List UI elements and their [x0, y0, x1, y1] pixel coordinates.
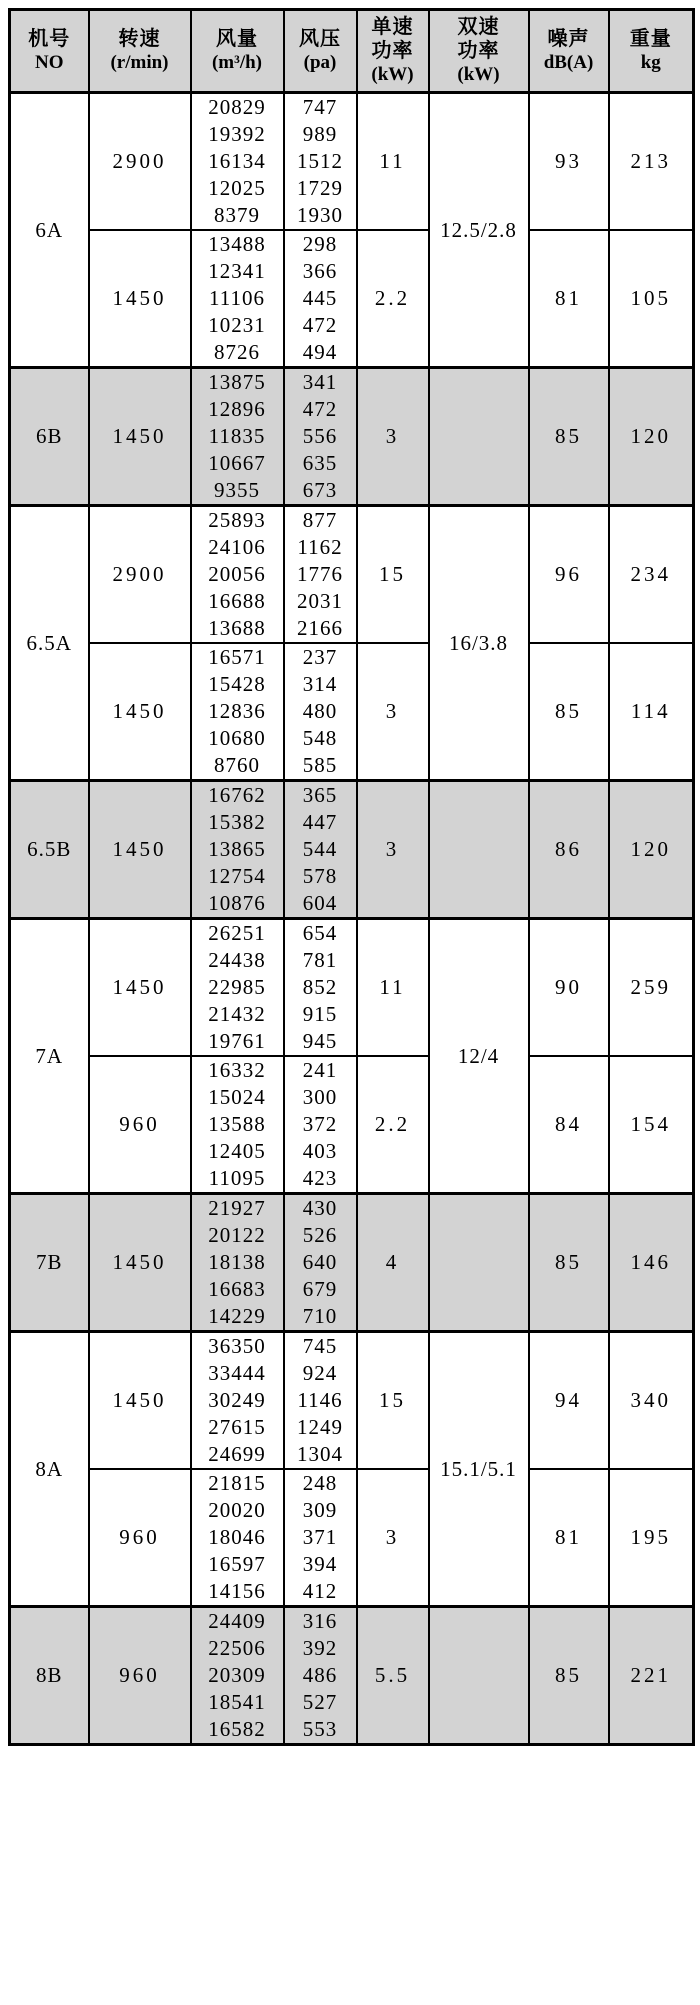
airflow-value: 16683 — [208, 1277, 266, 1301]
airflow-value: 8760 — [214, 753, 260, 777]
airflow-value: 16688 — [208, 589, 266, 613]
airflow-value: 24409 — [208, 1609, 266, 1633]
pressure-value: 371 — [302, 1525, 338, 1549]
spec-row-6.5A-1450 — [10, 643, 694, 781]
airflow-value: 22506 — [208, 1636, 266, 1660]
airflow-value: 33444 — [208, 1361, 266, 1385]
cell-airflow — [191, 1469, 284, 1607]
cell-airflow — [191, 781, 284, 919]
pressure-value: 372 — [302, 1112, 338, 1136]
cell-dual-power: 15.1/5.1 — [429, 1332, 529, 1607]
cell-weight: 146 — [609, 1194, 694, 1332]
pressure-value: 365 — [302, 783, 338, 807]
pressure-value: 945 — [302, 1029, 338, 1053]
cell-weight: 259 — [609, 919, 694, 1057]
spec-row-7A-960 — [10, 1056, 694, 1194]
pressure-value: 989 — [302, 122, 338, 146]
col-header-single-power-line: 功率 — [371, 40, 414, 62]
cell-model-no: 6.5A — [10, 506, 89, 781]
pressure-value: 877 — [302, 508, 338, 532]
pressure-value: 548 — [302, 726, 338, 750]
cell-speed: 1450 — [89, 230, 191, 368]
pressure-value: 1512 — [297, 149, 343, 173]
airflow-value: 16332 — [208, 1058, 266, 1082]
spec-row-8B-960 — [10, 1607, 694, 1745]
airflow-value: 13875 — [208, 370, 266, 394]
cell-pressure — [284, 1056, 357, 1194]
spec-row-7B-1450 — [10, 1194, 694, 1332]
col-header-model-no — [10, 10, 89, 93]
pressure-value: 578 — [302, 864, 338, 888]
pressure-value: 392 — [302, 1636, 338, 1660]
cell-noise: 86 — [529, 781, 609, 919]
cell-weight: 213 — [609, 93, 694, 231]
cell-dual-power — [429, 1194, 529, 1332]
cell-dual-power — [429, 781, 529, 919]
pressure-value: 1930 — [297, 203, 343, 227]
col-header-single-power-line: (kW) — [371, 64, 414, 85]
airflow-value: 13488 — [208, 232, 266, 256]
cell-model-no: 6.5B — [10, 781, 89, 919]
airflow-value: 16762 — [208, 783, 266, 807]
airflow-value: 14229 — [208, 1304, 266, 1328]
pressure-value: 2031 — [297, 589, 343, 613]
cell-airflow — [191, 1194, 284, 1332]
cell-single-power: 2.2 — [357, 1056, 429, 1194]
spec-row-8A-960 — [10, 1469, 694, 1607]
fan-spec-table — [8, 8, 695, 1746]
airflow-value: 36350 — [208, 1334, 266, 1358]
airflow-value: 15428 — [208, 672, 266, 696]
cell-airflow — [191, 643, 284, 781]
airflow-value: 16571 — [208, 645, 266, 669]
airflow-value: 16597 — [208, 1552, 266, 1576]
pressure-value: 526 — [302, 1223, 338, 1247]
pressure-value: 341 — [302, 370, 338, 394]
cell-weight: 120 — [609, 368, 694, 506]
cell-dual-power: 16/3.8 — [429, 506, 529, 781]
cell-pressure — [284, 1332, 357, 1470]
airflow-value: 10231 — [208, 313, 266, 337]
col-header-weight — [609, 10, 694, 93]
cell-single-power: 3 — [357, 643, 429, 781]
spec-row-7A-1450 — [10, 919, 694, 1057]
cell-dual-power: 12/4 — [429, 919, 529, 1194]
pressure-value: 635 — [302, 451, 338, 475]
airflow-value: 10680 — [208, 726, 266, 750]
col-header-noise-line: 噪声 — [547, 28, 590, 50]
pressure-value: 237 — [302, 645, 338, 669]
airflow-value: 20122 — [208, 1223, 266, 1247]
table-body — [10, 93, 694, 1745]
col-header-model-no-line: NO — [35, 52, 64, 73]
airflow-value: 13588 — [208, 1112, 266, 1136]
pressure-value: 394 — [302, 1552, 338, 1576]
pressure-value: 423 — [302, 1166, 338, 1190]
airflow-value: 25893 — [208, 508, 266, 532]
cell-noise: 81 — [529, 230, 609, 368]
pressure-value: 852 — [302, 975, 338, 999]
pressure-value: 1146 — [297, 1388, 343, 1412]
pressure-value: 494 — [302, 340, 338, 364]
pressure-value: 298 — [302, 232, 338, 256]
cell-noise: 85 — [529, 643, 609, 781]
pressure-value: 915 — [302, 1002, 338, 1026]
airflow-value: 26251 — [208, 921, 266, 945]
airflow-value: 11106 — [209, 286, 265, 310]
airflow-value: 21815 — [208, 1471, 266, 1495]
airflow-value: 13688 — [208, 616, 266, 640]
cell-noise: 90 — [529, 919, 609, 1057]
airflow-value: 21927 — [208, 1196, 266, 1220]
airflow-value: 27615 — [208, 1415, 266, 1439]
col-header-dual-power — [429, 10, 529, 93]
col-header-single-power-line: 单速 — [371, 16, 414, 38]
col-header-model-no-line: 机号 — [28, 28, 71, 50]
table-header — [10, 10, 694, 93]
airflow-value: 19392 — [208, 122, 266, 146]
cell-speed: 960 — [89, 1056, 191, 1194]
pressure-value: 544 — [302, 837, 338, 861]
spec-row-6A-2900 — [10, 93, 694, 231]
col-header-dual-power-line: 功率 — [457, 40, 500, 62]
pressure-value: 1162 — [297, 535, 343, 559]
airflow-value: 16134 — [208, 149, 266, 173]
cell-speed: 1450 — [89, 368, 191, 506]
header-row — [10, 10, 694, 93]
cell-noise: 94 — [529, 1332, 609, 1470]
cell-noise: 85 — [529, 1607, 609, 1745]
cell-single-power: 3 — [357, 368, 429, 506]
cell-airflow — [191, 93, 284, 231]
airflow-value: 12896 — [208, 397, 266, 421]
airflow-value: 24438 — [208, 948, 266, 972]
pressure-value: 553 — [302, 1717, 338, 1741]
pressure-value: 640 — [302, 1250, 338, 1274]
cell-weight: 120 — [609, 781, 694, 919]
pressure-value: 300 — [302, 1085, 338, 1109]
spec-row-6.5B-1450 — [10, 781, 694, 919]
pressure-value: 679 — [302, 1277, 338, 1301]
col-header-speed — [89, 10, 191, 93]
airflow-value: 8726 — [214, 340, 260, 364]
airflow-value: 13865 — [208, 837, 266, 861]
cell-speed: 1450 — [89, 643, 191, 781]
cell-noise: 84 — [529, 1056, 609, 1194]
pressure-value: 430 — [302, 1196, 338, 1220]
cell-airflow — [191, 919, 284, 1057]
cell-model-no: 7A — [10, 919, 89, 1194]
cell-airflow — [191, 1607, 284, 1745]
cell-single-power: 15 — [357, 506, 429, 644]
cell-airflow — [191, 506, 284, 644]
pressure-value: 472 — [302, 313, 338, 337]
cell-weight: 195 — [609, 1469, 694, 1607]
col-header-noise — [529, 10, 609, 93]
spec-row-8A-1450 — [10, 1332, 694, 1470]
pressure-value: 924 — [302, 1361, 338, 1385]
cell-noise: 93 — [529, 93, 609, 231]
airflow-value: 18046 — [208, 1525, 266, 1549]
pressure-value: 673 — [302, 478, 338, 502]
cell-model-no: 6A — [10, 93, 89, 368]
pressure-value: 316 — [302, 1609, 338, 1633]
cell-weight: 234 — [609, 506, 694, 644]
cell-single-power: 3 — [357, 781, 429, 919]
cell-speed: 960 — [89, 1607, 191, 1745]
cell-weight: 105 — [609, 230, 694, 368]
cell-pressure — [284, 1607, 357, 1745]
airflow-value: 12025 — [208, 176, 266, 200]
airflow-value: 12341 — [208, 259, 266, 283]
cell-model-no: 6B — [10, 368, 89, 506]
cell-weight: 114 — [609, 643, 694, 781]
cell-airflow — [191, 1056, 284, 1194]
col-header-noise-line: dB(A) — [543, 52, 594, 73]
airflow-value: 24699 — [208, 1442, 266, 1466]
airflow-value: 12836 — [208, 699, 266, 723]
col-header-pressure-line: 风压 — [299, 28, 341, 50]
airflow-value: 12754 — [208, 864, 266, 888]
cell-dual-power: 12.5/2.8 — [429, 93, 529, 368]
cell-model-no: 7B — [10, 1194, 89, 1332]
cell-speed: 2900 — [89, 506, 191, 644]
pressure-value: 745 — [302, 1334, 338, 1358]
airflow-value: 10667 — [208, 451, 266, 475]
spec-row-6.5A-2900 — [10, 506, 694, 644]
cell-speed: 1450 — [89, 1332, 191, 1470]
pressure-value: 781 — [302, 948, 338, 972]
pressure-value: 403 — [302, 1139, 338, 1163]
col-header-airflow-line: (m³/h) — [211, 52, 263, 73]
cell-noise: 85 — [529, 368, 609, 506]
pressure-value: 585 — [302, 753, 338, 777]
col-header-pressure — [284, 10, 357, 93]
cell-noise: 81 — [529, 1469, 609, 1607]
pressure-value: 248 — [302, 1471, 338, 1495]
airflow-value: 11095 — [208, 1166, 266, 1190]
airflow-value: 21432 — [208, 1002, 266, 1026]
cell-pressure — [284, 781, 357, 919]
pressure-value: 309 — [302, 1498, 338, 1522]
cell-single-power: 15 — [357, 1332, 429, 1470]
pressure-value: 241 — [302, 1058, 338, 1082]
col-header-single-power — [357, 10, 429, 93]
airflow-value: 12405 — [208, 1139, 266, 1163]
spec-row-6B-1450 — [10, 368, 694, 506]
spec-row-6A-1450 — [10, 230, 694, 368]
col-header-weight-line: 重量 — [629, 28, 672, 50]
cell-noise: 85 — [529, 1194, 609, 1332]
airflow-value: 20056 — [208, 562, 266, 586]
cell-airflow — [191, 230, 284, 368]
airflow-value: 22985 — [208, 975, 266, 999]
cell-pressure — [284, 230, 357, 368]
cell-single-power: 5.5 — [357, 1607, 429, 1745]
pressure-value: 472 — [302, 397, 338, 421]
pressure-value: 654 — [302, 921, 338, 945]
airflow-value: 20309 — [208, 1663, 266, 1687]
airflow-value: 14156 — [208, 1579, 266, 1603]
cell-single-power: 2.2 — [357, 230, 429, 368]
pressure-value: 710 — [302, 1304, 338, 1328]
airflow-value: 15024 — [208, 1085, 266, 1109]
airflow-value: 20829 — [208, 95, 266, 119]
cell-airflow — [191, 1332, 284, 1470]
col-header-dual-power-line: (kW) — [457, 64, 500, 85]
pressure-value: 747 — [302, 95, 338, 119]
airflow-value: 30249 — [208, 1388, 266, 1412]
col-header-airflow-line: 风量 — [216, 28, 258, 50]
cell-pressure — [284, 643, 357, 781]
cell-weight: 221 — [609, 1607, 694, 1745]
cell-single-power: 11 — [357, 93, 429, 231]
col-header-speed-line: 转速 — [118, 28, 161, 50]
cell-airflow — [191, 368, 284, 506]
pressure-value: 1249 — [297, 1415, 343, 1439]
cell-model-no: 8B — [10, 1607, 89, 1745]
cell-weight: 340 — [609, 1332, 694, 1470]
pressure-value: 2166 — [297, 616, 343, 640]
cell-pressure — [284, 368, 357, 506]
airflow-value: 9355 — [214, 478, 260, 502]
cell-speed: 2900 — [89, 93, 191, 231]
airflow-value: 8379 — [214, 203, 260, 227]
cell-pressure — [284, 506, 357, 644]
airflow-value: 19761 — [208, 1029, 266, 1053]
pressure-value: 1776 — [297, 562, 343, 586]
pressure-value: 412 — [302, 1579, 338, 1603]
pressure-value: 527 — [302, 1690, 338, 1714]
pressure-value: 1729 — [297, 176, 343, 200]
pressure-value: 314 — [302, 672, 338, 696]
cell-single-power: 3 — [357, 1469, 429, 1607]
cell-pressure — [284, 919, 357, 1057]
airflow-value: 15382 — [208, 810, 266, 834]
cell-weight: 154 — [609, 1056, 694, 1194]
cell-speed: 1450 — [89, 1194, 191, 1332]
cell-single-power: 11 — [357, 919, 429, 1057]
cell-pressure — [284, 93, 357, 231]
airflow-value: 18138 — [208, 1250, 266, 1274]
pressure-value: 604 — [302, 891, 338, 915]
airflow-value: 16582 — [208, 1717, 266, 1741]
airflow-value: 11835 — [208, 424, 266, 448]
pressure-value: 486 — [302, 1663, 338, 1687]
col-header-pressure-line: (pa) — [303, 52, 337, 73]
airflow-value: 10876 — [208, 891, 266, 915]
col-header-weight-line: kg — [640, 52, 661, 73]
pressure-value: 556 — [302, 424, 338, 448]
airflow-value: 20020 — [208, 1498, 266, 1522]
cell-single-power: 4 — [357, 1194, 429, 1332]
pressure-value: 1304 — [297, 1442, 343, 1466]
pressure-value: 445 — [302, 286, 338, 310]
cell-model-no: 8A — [10, 1332, 89, 1607]
airflow-value: 24106 — [208, 535, 266, 559]
airflow-value: 18541 — [208, 1690, 266, 1714]
col-header-airflow — [191, 10, 284, 93]
col-header-speed-line: (r/min) — [110, 52, 169, 73]
cell-speed: 960 — [89, 1469, 191, 1607]
pressure-value: 480 — [302, 699, 338, 723]
pressure-value: 447 — [302, 810, 338, 834]
cell-dual-power — [429, 1607, 529, 1745]
col-header-dual-power-line: 双速 — [457, 16, 500, 38]
cell-pressure — [284, 1469, 357, 1607]
cell-dual-power — [429, 368, 529, 506]
cell-speed: 1450 — [89, 781, 191, 919]
cell-noise: 96 — [529, 506, 609, 644]
cell-pressure — [284, 1194, 357, 1332]
pressure-value: 366 — [302, 259, 338, 283]
cell-speed: 1450 — [89, 919, 191, 1057]
